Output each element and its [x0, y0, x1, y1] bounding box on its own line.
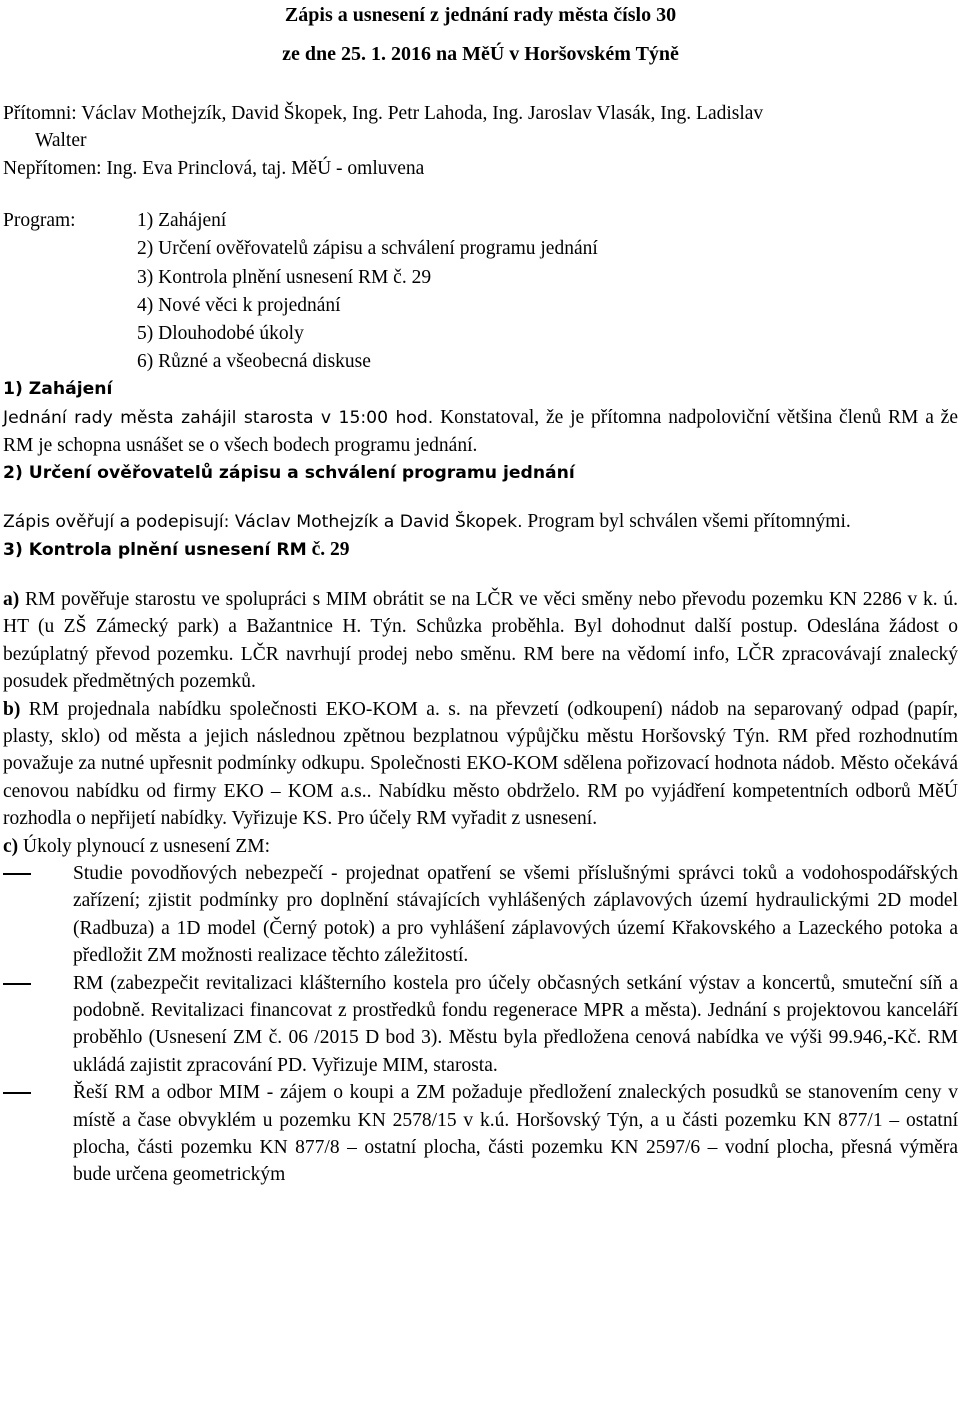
program-item: 6) Různé a všeobecná diskuse [137, 351, 371, 373]
document-title-line2: ze dne 25. 1. 2016 na MěÚ v Horšovském Týně [282, 43, 679, 65]
dash-bullet-icon [3, 873, 31, 875]
item-c-text: Úkoly plynoucí z usnesení ZM: [18, 835, 270, 857]
program-label: Program: [3, 210, 76, 232]
present-members: Přítomni: Václav Mothejzík, David Škopek, Ing. Petr Lahoda, Ing. Jaroslav Vlasák, Ing. Ladislav [3, 103, 764, 124]
task-text: RM (zabezpečit revitalizaci klášterního kostela pro účely občasných setkání výstav a koncertů, smuteční síň a podobně. Revitalizaci financovat z prostředků fondu regenerace MPR a města). Jednání s projektovou kanceláří proběhlo (Usnesení ZM č. 06 /2015 D bod 3). Městu byla předložena cenová nabídka ve výši 99.946,-Kč. RM ukládá zajistit zpracování PD. Vyřizuje MIM, starosta. [73, 972, 958, 1076]
program-item: 5) Dlouhodobé úkoly [137, 323, 304, 345]
section1-text-b: Konstatoval, že je přítomna nadpoloviční většina členů RM a že RM je schopna usnášet se o všech bodech programu jednání. [3, 406, 958, 457]
task-list [3, 860, 958, 1189]
attendance-block [3, 100, 958, 182]
present-members-continued: Walter [35, 130, 87, 152]
absent-members: Nepřítomen: Ing. Eva Princlová, taj. MěÚ - omluvena [3, 157, 425, 179]
program-item: 3) Kontrola plnění usnesení RM č. 29 [137, 266, 432, 288]
section3-item-a [3, 586, 958, 696]
section2-text-a: Zápis ověřují a podepisují: Václav Mothejzík a David Škopek. [3, 512, 523, 533]
section1-text [3, 404, 958, 460]
item-a-label: a) [3, 588, 20, 610]
item-b-label: b) [3, 698, 21, 720]
section2-heading: 2) Určení ověřovatelů zápisu a schválení programu jednání [3, 462, 575, 483]
program-list [137, 207, 598, 376]
item-b-text: RM projednala nabídku společnosti EKO-KOM a. s. na převzetí (odkoupení) nádob na separovaný odpad (papír, plasty, sklo) od města a jejich následnou zpětnou bezplatnou výpůjčku městu Horšovský Týn. RM před rozhodnutím považuje za nutné upřesnit podmínky odkupu. Společnosti EKO-KOM sdělena pořizovací hodnota nádob. Město očekává cenovou nabídku od firmy EKO – KOM a.s.. Nabídku město obdrželo. RM po vyjádření kompetentních odborů MěÚ rozhodla o nepřijetí nabídky. Vyřizuje KS. Pro účely RM vyřadit z usnesení. [3, 698, 958, 830]
program-item: 4) Nové věci k projednání [137, 294, 341, 316]
dash-bullet-icon [3, 983, 31, 985]
section3-body [3, 586, 958, 1189]
task-list-item [3, 860, 958, 970]
task-list-item [3, 1079, 958, 1189]
program-item: 1) Zahájení [137, 210, 227, 232]
task-list-item [3, 970, 958, 1080]
section3-heading-a: 3) Kontrola plnění usnesení RM [3, 540, 307, 561]
section3-item-c [3, 833, 958, 860]
section3-heading-b: č. 29 [306, 539, 350, 561]
item-c-label: c) [3, 835, 19, 857]
item-a-text: RM pověřuje starostu ve spolupráci s MIM obrátit se na LČR ve věci směny nebo převodu pozemku KN 2286 v k. ú. HT (u ZŠ Zámecký park) a Bažantnice H. Týn. Schůzka proběhla. Byl dohodnut další postup. Odeslána žádost o bezúplatný převod pozemku. LČR navrhují prodej nebo směnu. RM bere na vědomí info, LČR zpracovávají znalecký posudek předmětných pozemků. [3, 588, 958, 693]
section2-text-b: Program byl schválen všemi přítomnými. [522, 511, 851, 533]
document-title-line1: Zápis a usnesení z jednání rady města číslo 30 [284, 4, 677, 26]
task-text: Řeší RM a odbor MIM - zájem o koupi a ZM požaduje předložení znaleckých posudků se stanovením ceny v místě a čase obvyklém u pozemku KN 2578/15 v k.ú. Horšovský Týn, a u části pozemku KN 877/1 – ostatní plocha, části pozemku KN 877/8 – ostatní plocha, části pozemku KN 2597/6 – vodní plocha, přesná výměra bude určena geometrickým [73, 1082, 958, 1186]
program-item: 2) Určení ověřovatelů zápisu a schválení programu jednání [137, 238, 598, 260]
program-block [3, 207, 958, 376]
section2-text [3, 508, 958, 536]
section3-item-b [3, 696, 958, 833]
section3-heading [3, 536, 958, 564]
task-text: Studie povodňových nebezpečí - projednat opatření se všemi příslušnými správci toků a vodohospodářských zařízení; zjistit podmínky pro doplnění stávajících vyhlášených záplavových území hydraulickými 2D model (Radbuza) a 1D model (Černý potok) a pro vyhlášení záplavových území Křakovského a Lazeckého potoka a předložit ZM možnosti realizace těchto záležitostí. [73, 862, 958, 967]
dash-bullet-icon [3, 1092, 31, 1094]
section1-heading: 1) Zahájení [3, 379, 113, 400]
section1-text-a: Jednání rady města zahájil starosta v 15:00 hod. [3, 407, 434, 428]
